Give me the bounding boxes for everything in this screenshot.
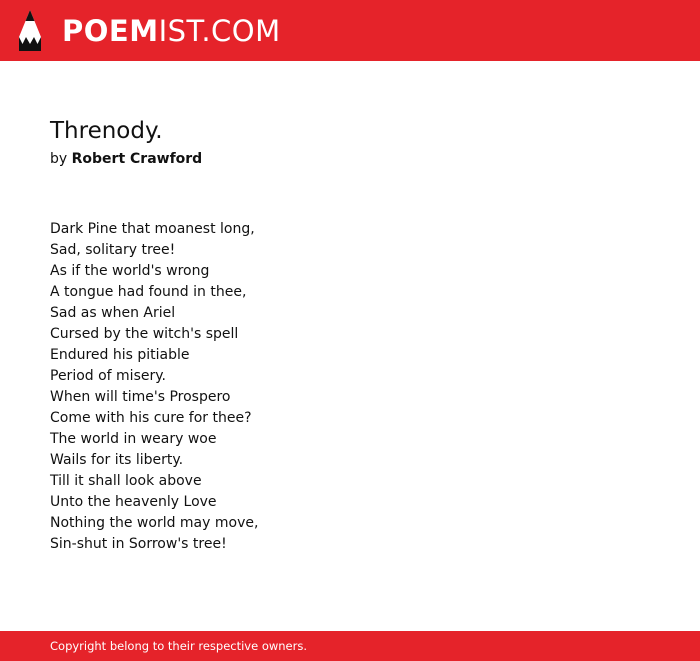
poem-line: Sad as when Ariel	[50, 305, 176, 321]
poem-byline	[50, 149, 202, 169]
brand-light-text: IST.COM	[158, 14, 281, 48]
poem-title: Threnody.	[50, 118, 163, 144]
poem-line: As if the world's wrong	[50, 263, 210, 279]
site-footer	[0, 631, 700, 661]
site-logo[interactable]	[62, 13, 281, 49]
poem-line: Come with his cure for thee?	[50, 410, 252, 426]
poem-line: Sin-shut in Sorrow's tree!	[50, 536, 227, 552]
author-name[interactable]: Robert Crawford	[71, 151, 203, 167]
poem-line: When will time's Prospero	[50, 389, 231, 405]
poem-line: Till it shall look above	[50, 473, 202, 489]
pencil-icon[interactable]	[16, 9, 44, 52]
poem-line: A tongue had found in thee,	[50, 284, 247, 300]
poem-text	[50, 219, 258, 555]
by-label: by	[50, 151, 68, 167]
brand-bold-text: POEM	[62, 14, 159, 48]
site-header	[0, 0, 700, 61]
poem-line: Period of misery.	[50, 368, 166, 384]
poem-line: Wails for its liberty.	[50, 452, 184, 468]
poem-line: Cursed by the witch's spell	[50, 326, 239, 342]
poem-line: The world in weary woe	[50, 431, 217, 447]
poem-line: Endured his pitiable	[50, 347, 190, 363]
poem-line: Unto the heavenly Love	[50, 494, 217, 510]
poem-line: Dark Pine that moanest long,	[50, 221, 255, 237]
poem-line: Nothing the world may move,	[50, 515, 259, 531]
copyright-text: Copyright belong to their respective owners.	[50, 639, 308, 653]
poem-line: Sad, solitary tree!	[50, 242, 176, 258]
